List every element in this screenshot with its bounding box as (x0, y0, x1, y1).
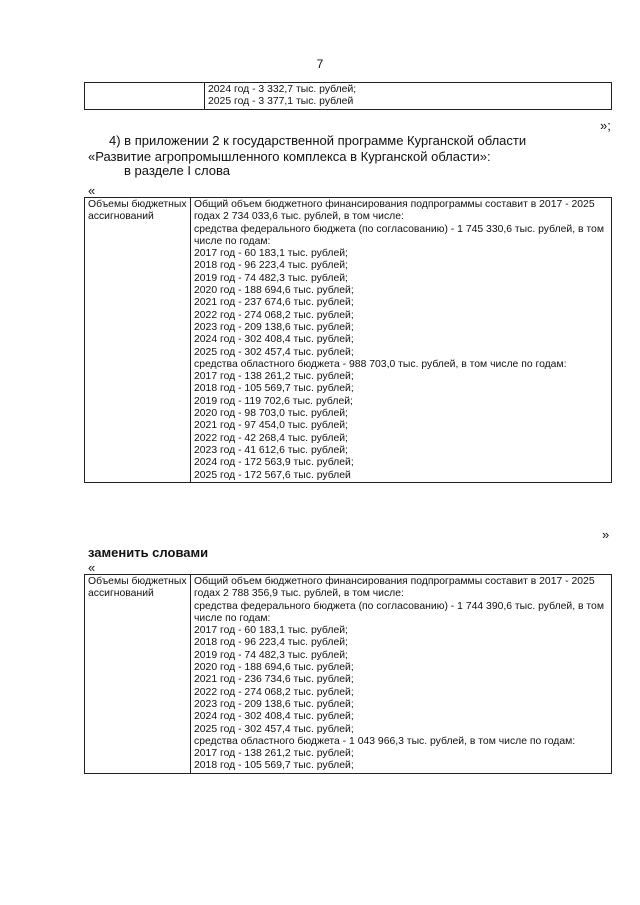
regional-year-line: 2017 год - 138 261,2 тыс. рублей; (194, 748, 354, 760)
federal-year-line: 2023 год - 209 138,6 тыс. рублей; (194, 321, 354, 333)
closing-quote: »; (600, 118, 611, 133)
federal-year-line: 2020 год - 188 694,6 тыс. рублей; (194, 285, 354, 297)
replace-instruction: заменить словами (88, 545, 209, 560)
funding-label: Объемы бюджетных ассигнований (85, 198, 191, 483)
funding-details (191, 575, 612, 774)
regional-year-line: 2024 год - 172 563,9 тыс. рублей; (194, 457, 354, 469)
federal-year-line: 2019 год - 74 482,3 тыс. рублей; (194, 649, 348, 661)
federal-year-line: 2023 год - 209 138,6 тыс. рублей; (194, 698, 354, 710)
federal-year-line: 2021 год - 237 674,6 тыс. рублей; (194, 297, 354, 309)
regional-header: средства областного бюджета - 1 043 966,3 тыс. рублей, в том числе по годам: (194, 735, 576, 747)
funding-table-before (84, 197, 612, 483)
top-table-line: 2024 год - 3 332,7 тыс. рублей; (208, 84, 357, 95)
federal-year-line: 2017 год - 60 183,1 тыс. рублей; (194, 248, 348, 260)
funding-label: Объемы бюджетных ассигнований (85, 575, 191, 774)
section-reference: в разделе I слова (124, 163, 230, 178)
federal-year-line: 2025 год - 302 457,4 тыс. рублей; (194, 346, 354, 358)
regional-year-line: 2018 год - 105 569,7 тыс. рублей; (194, 383, 354, 395)
opening-quote: « (88, 183, 96, 198)
funding-details (191, 198, 612, 483)
federal-year-line: 2020 год - 188 694,6 тыс. рублей; (194, 662, 354, 674)
federal-year-line: 2025 год - 302 457,4 тыс. рублей; (194, 723, 354, 735)
top-table-value-cell (205, 83, 612, 110)
federal-year-line: 2018 год - 96 223,4 тыс. рублей; (194, 260, 348, 272)
regional-year-line: 2025 год - 172 567,6 тыс. рублей (194, 469, 351, 481)
paragraph-4 (88, 133, 612, 164)
federal-header: средства федерального бюджета (по согласованию) - 1 745 330,6 тыс. рублей, в том числе по годам: (194, 223, 604, 247)
funding-intro: Общий объем бюджетного финансирования подпрограммы составит в 2017 - 2025 годах 2 734 033,6 тыс. рублей, в том числе: (194, 199, 595, 223)
federal-year-line: 2017 год - 60 183,1 тыс. рублей; (194, 625, 348, 637)
regional-year-line: 2023 год - 41 612,6 тыс. рублей; (194, 444, 348, 456)
federal-year-line: 2019 год - 74 482,3 тыс. рублей; (194, 272, 348, 284)
top-table (84, 82, 612, 110)
regional-year-line: 2019 год - 119 702,6 тыс. рублей; (194, 395, 353, 407)
regional-year-line: 2017 год - 138 261,2 тыс. рублей; (194, 371, 354, 383)
paragraph-4-line1: 4) в приложении 2 к государственной программе Курганской области (109, 133, 527, 148)
federal-year-line: 2022 год - 274 068,2 тыс. рублей; (194, 686, 354, 698)
page-number: 7 (316, 57, 324, 71)
federal-year-line: 2022 год - 274 068,2 тыс. рублей; (194, 309, 354, 321)
top-table-line: 2025 год - 3 377,1 тыс. рублей (208, 96, 354, 108)
closing-quote: » (602, 527, 610, 542)
regional-year-line: 2020 год - 98 703,0 тыс. рублей; (194, 408, 348, 420)
regional-year-line: 2022 год - 42 268,4 тыс. рублей; (194, 432, 348, 444)
opening-quote: « (88, 560, 96, 575)
federal-year-line: 2021 год - 236 734,6 тыс. рублей; (194, 674, 354, 686)
federal-year-line: 2024 год - 302 408,4 тыс. рублей; (194, 711, 354, 723)
top-table-label-cell (85, 83, 205, 110)
regional-header: средства областного бюджета - 988 703,0 тыс. рублей, в том числе по годам: (194, 358, 567, 370)
federal-year-line: 2018 год - 96 223,4 тыс. рублей; (194, 637, 348, 649)
federal-header: средства федерального бюджета (по согласованию) - 1 744 390,6 тыс. рублей, в том числе по годам: (194, 600, 604, 624)
paragraph-4-line2: «Развитие агропромышленного комплекса в Курганской области»: (88, 148, 491, 164)
funding-intro: Общий объем бюджетного финансирования подпрограммы составит в 2017 - 2025 годах 2 788 356,9 тыс. рублей, в том числе: (194, 576, 595, 600)
federal-year-line: 2024 год - 302 408,4 тыс. рублей; (194, 334, 354, 346)
regional-year-line: 2021 год - 97 454,0 тыс. рублей; (194, 420, 348, 432)
regional-year-line: 2018 год - 105 569,7 тыс. рублей; (194, 760, 354, 772)
funding-table-after (84, 574, 612, 774)
